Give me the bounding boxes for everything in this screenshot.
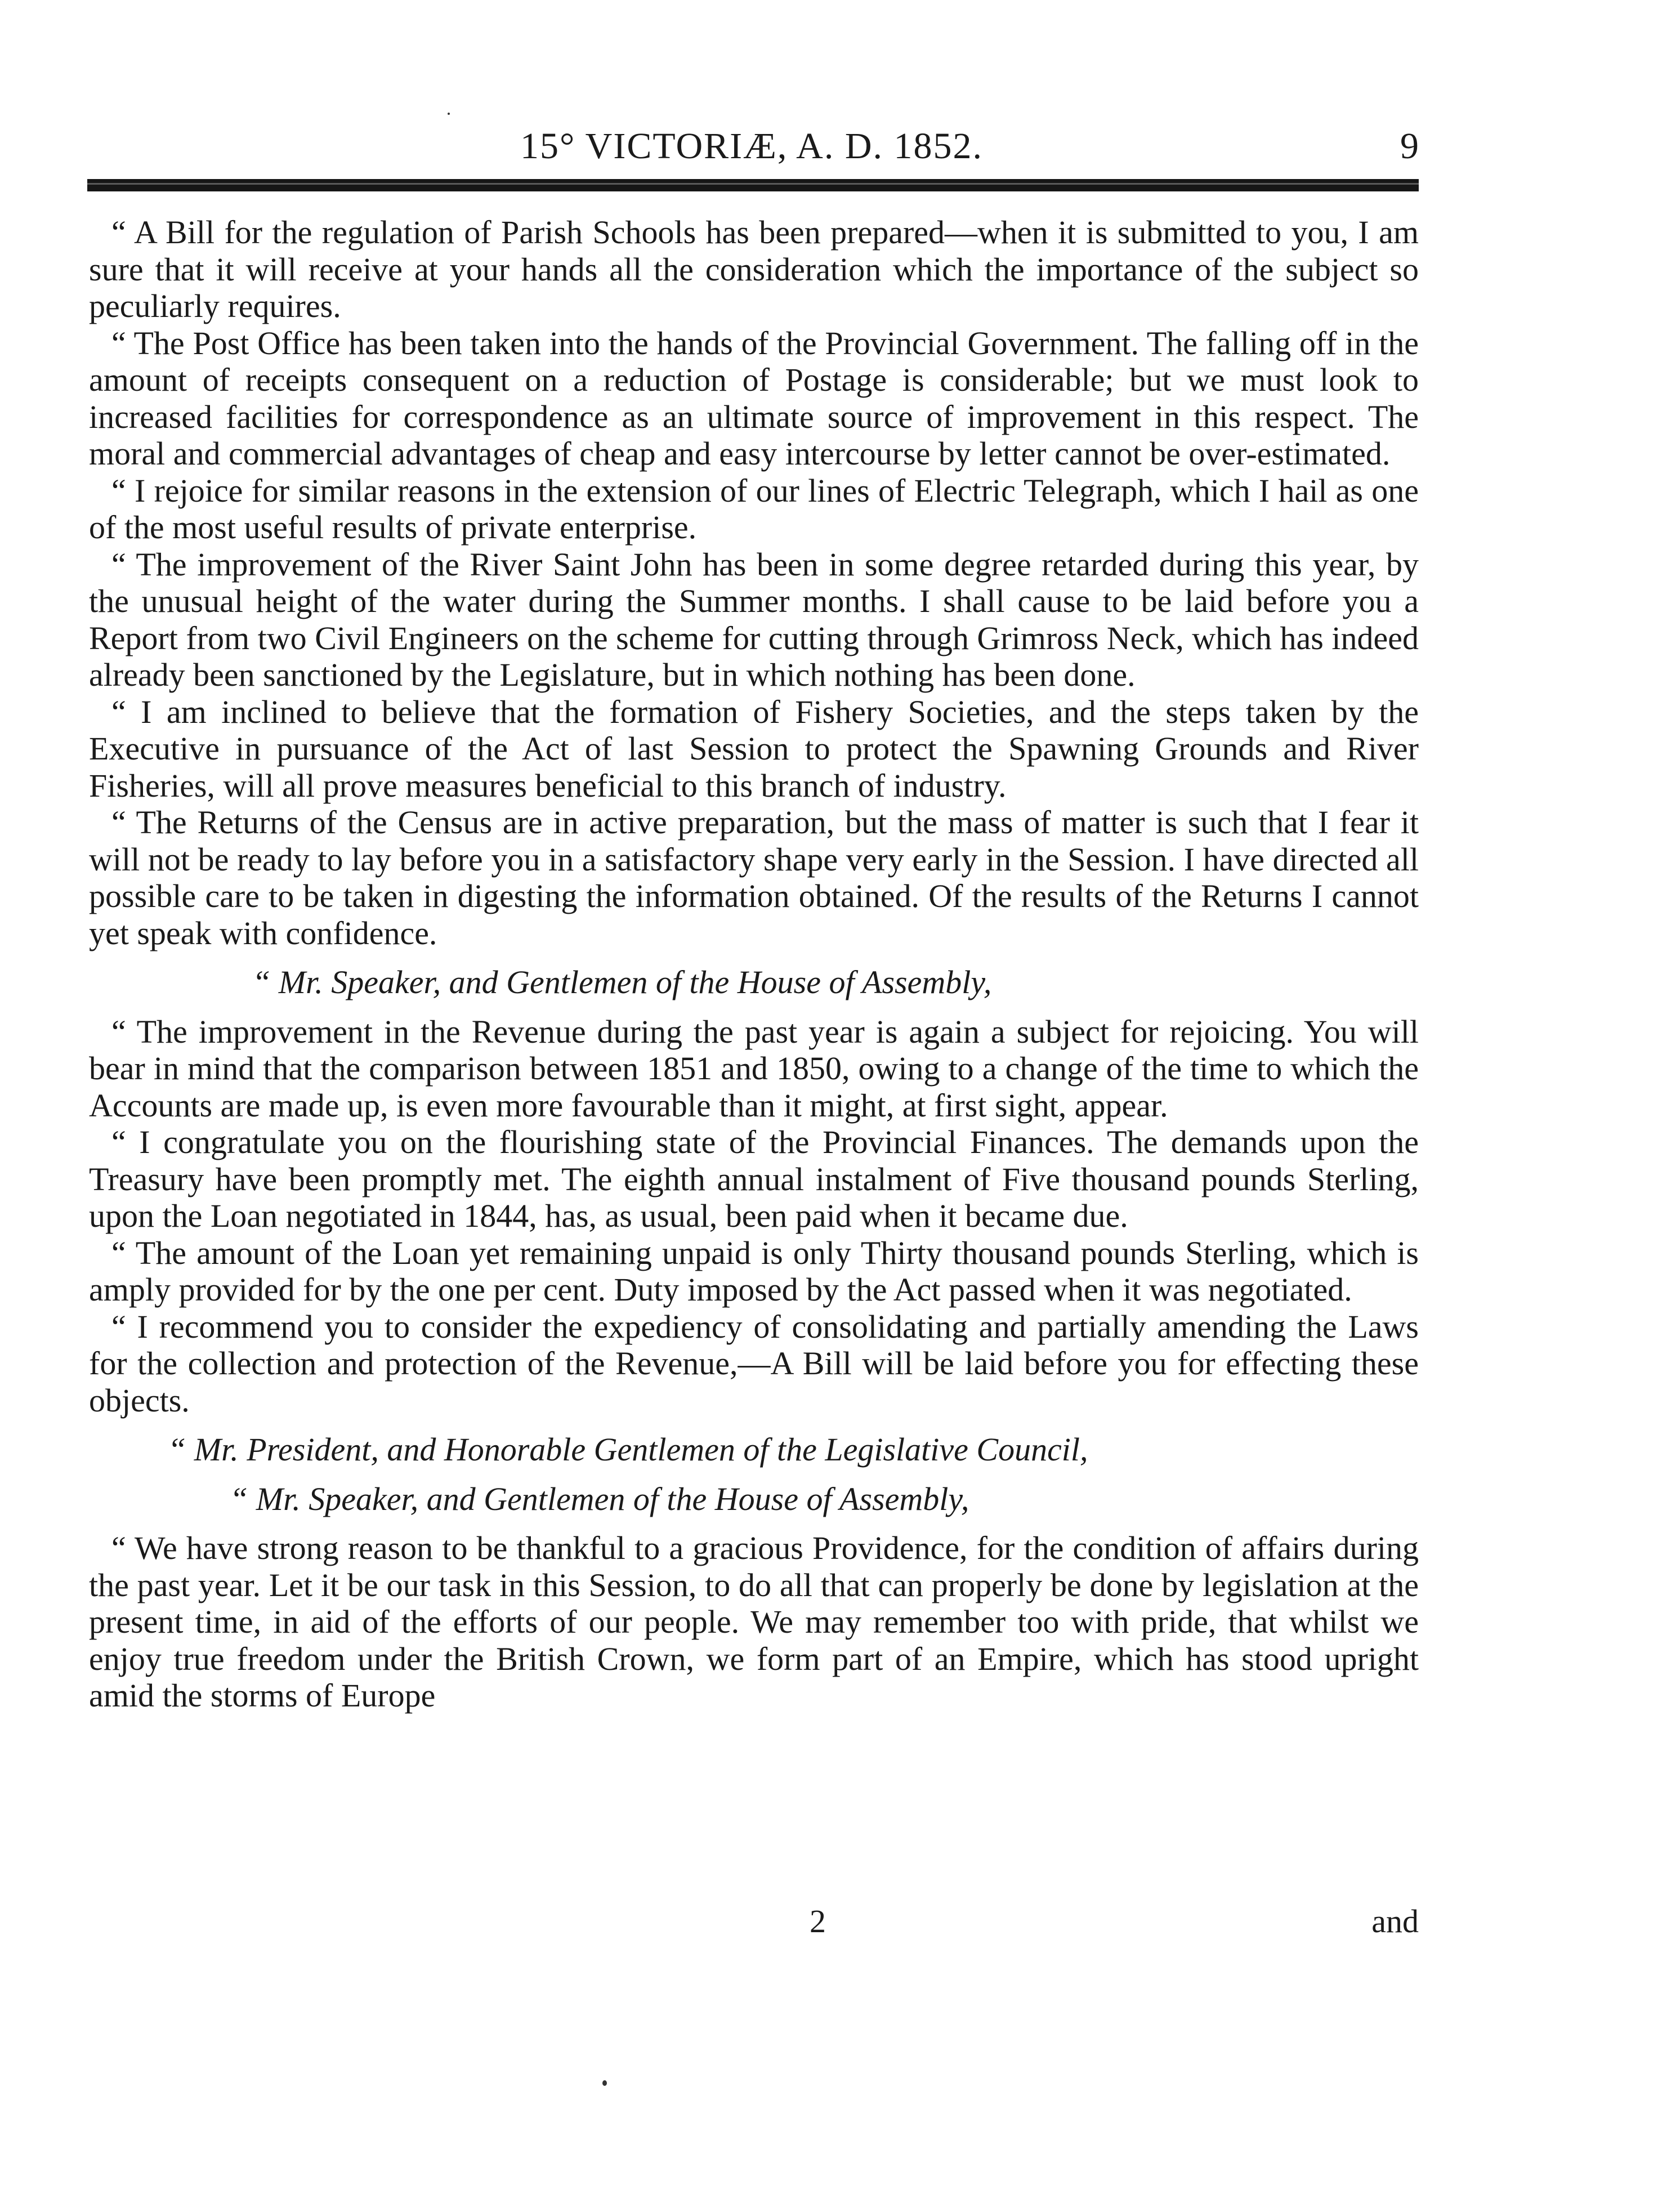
ink-speck [448,113,450,115]
address-house-of-assembly-2: “ Mr. Speaker, and Gentlemen of the House of Assembly, [230,1480,969,1517]
paragraph-telegraph: “ I rejoice for similar reasons in the extension of our lines of Electric Telegraph, which I hail as one of the most useful results of private enterprise. [89,472,1419,546]
running-title: 15° VICTORIÆ, A. D. 1852. [520,126,984,167]
address-house-of-assembly: “ Mr. Speaker, and Gentlemen of the House of Assembly, [252,964,992,1000]
paragraph-post-office: “ The Post Office has been taken into the hands of the Provincial Government. The falling off in the amount of receipts consequent on a reduction of Postage is considerable; but we must look to increased facilities for correspondence as an ultimate source of improvement in this respect. The moral and commercial advantages of cheap and easy intercourse by letter cannot be over-estimated. [89,324,1419,472]
address-legislative-council: “ Mr. President, and Honorable Gentlemen of the Legislative Council, [168,1431,1088,1468]
signature-mark: 2 [810,1903,826,1940]
paragraph-census: “ The Returns of the Census are in active preparation, but the mass of matter is such that I fear it will not be ready to lay before you in a satisfactory shape very early in the Session. I have directed all possible care to be taken in digesting the information obtained. Of the results of the Returns I cannot yet speak with confidence. [89,804,1419,951]
ink-speck [602,2080,607,2086]
paragraph-river-saint-john: “ The improvement of the River Saint John has been in some degree retarded during this year, by the unusual height of the water during the Summer months. I shall cause to be laid before you a Report from two Civil Engineers on the scheme for cutting through Grimross Neck, which has indeed already been sanctioned by the Legislature, but in which nothing has been done. [89,546,1419,693]
paragraph-revenue-laws: “ I recommend you to consider the expediency of consolidating and partially amending the Laws for the collection and protection of the Revenue,—A Bill will be laid before you for effecting these objects. [89,1308,1419,1419]
paragraph-loan: “ The amount of the Loan yet remaining unpaid is only Thirty thousand pounds Sterling, which is amply provided for by the one per cent. Duty imposed by the Act passed when it was negotiated. [89,1234,1419,1308]
body-text [89,214,1419,1714]
paragraph-parish-schools: “ A Bill for the regulation of Parish Schools has been prepared—when it is submitted to you, I am sure that it will receive at your hands all the consideration which the importance of the subject so peculiarly requires. [89,214,1419,324]
page-footer [89,1903,1419,1940]
paragraph-revenue: “ The improvement in the Revenue during the past year is again a subject for rejoicing. You will bear in mind that the comparison between 1851 and 1850, owing to a change of the time to which the Accounts are made up, is even more favourable than it might, at first sight, appear. [89,1013,1419,1124]
paragraph-finances: “ I congratulate you on the flourishing state of the Provincial Finances. The demands upon the Treasury have been promptly met. The eighth annual instalment of Five thousand pounds Sterling, upon the Loan negotiated in 1844, has, as usual, been paid when it became due. [89,1124,1419,1234]
catchword: and [1371,1903,1419,1940]
paragraph-fisheries: “ I am inclined to believe that the formation of Fishery Societies, and the steps taken by the Executive in pursuance of the Act of last Session to protect the Spawning Grounds and River Fisheries, will all prove measures beneficial to this branch of industry. [89,693,1419,804]
paragraph-providence: “ We have strong reason to be thankful to a gracious Providence, for the condition of affairs during the past year. Let it be our task in this Session, to do all that can properly be done by legislation at the present time, in aid of the efforts of our people. We may remember too with pride, that whilst we enjoy true freedom under the British Crown, we form part of an Empire, which has stood upright amid the storms of Europe [89,1530,1419,1714]
page-header [84,113,1419,175]
page-number: 9 [1400,126,1419,167]
header-rule [87,179,1419,191]
